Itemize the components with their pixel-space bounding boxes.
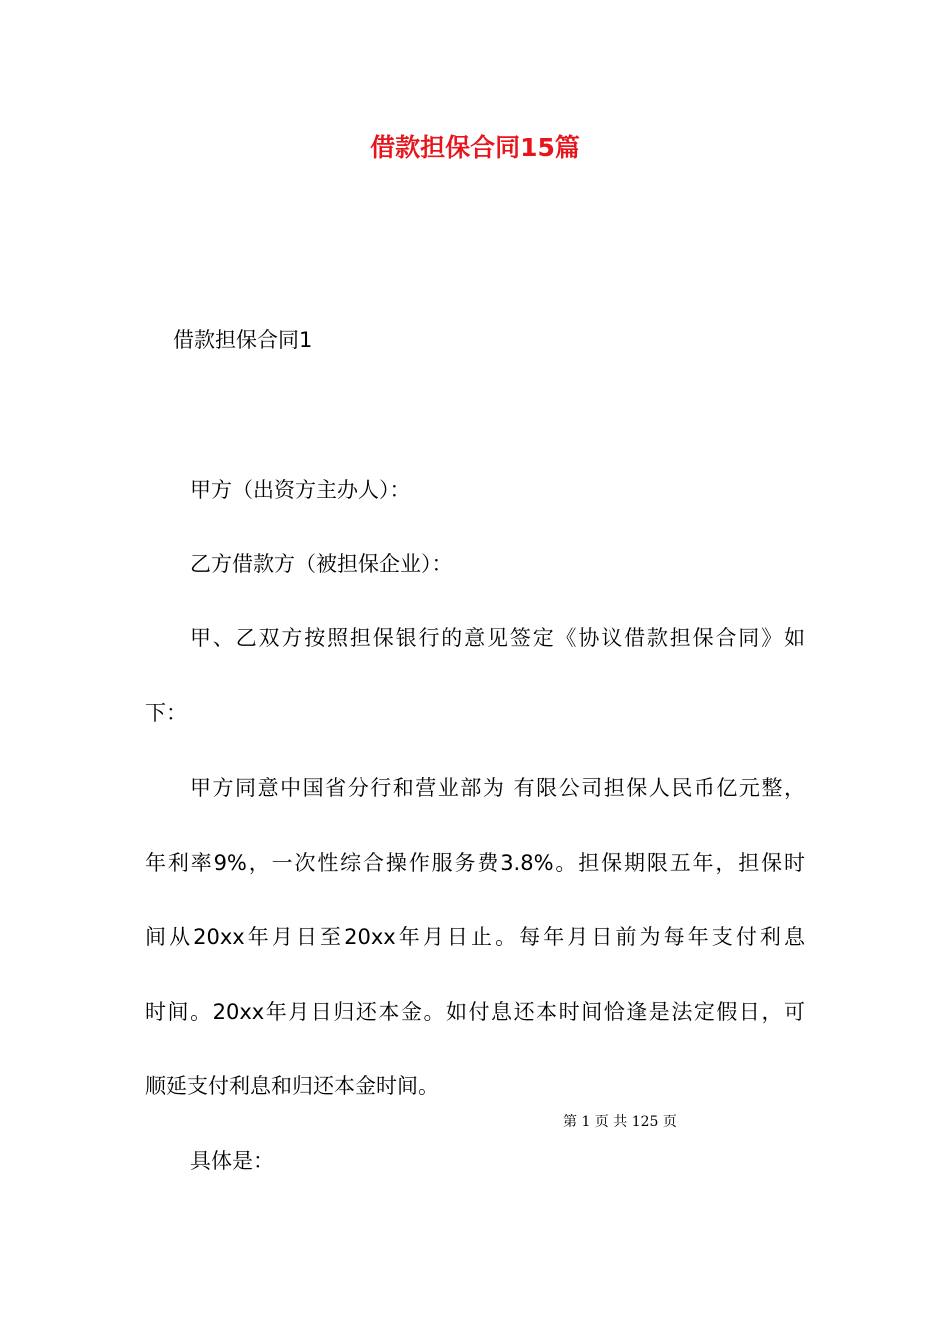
- party-a-line: 甲方（出资方主办人）：: [190, 478, 411, 502]
- specifics-line: 具体是：: [190, 1149, 274, 1173]
- intro-line-1: 甲、乙双方按照担保银行的意见签定《协议借款担保合同》如: [190, 626, 805, 650]
- page-number-footer: 第 1 页 共 125 页: [563, 1114, 677, 1130]
- terms-line-2: 年利率9%，一次性综合操作服务费3.8%。担保期限五年，担保时: [145, 851, 805, 875]
- party-b-line: 乙方借款方（被担保企业）：: [190, 552, 453, 576]
- terms-line-4: 时间。20xx年月日归还本金。如付息还本时间恰逢是法定假日，可: [145, 1000, 805, 1024]
- section-heading: 借款担保合同1: [173, 328, 313, 352]
- terms-line-1: 甲方同意中国省分行和营业部为 有限公司担保人民币亿元整，: [190, 776, 805, 800]
- document-title: 借款担保合同15篇: [370, 133, 580, 162]
- intro-line-2: 下：: [145, 701, 187, 725]
- terms-line-5: 顺延支付利息和归还本金时间。: [145, 1074, 439, 1098]
- terms-line-3: 间从20xx年月日至20xx年月日止。每年月日前为每年支付利息: [145, 925, 805, 949]
